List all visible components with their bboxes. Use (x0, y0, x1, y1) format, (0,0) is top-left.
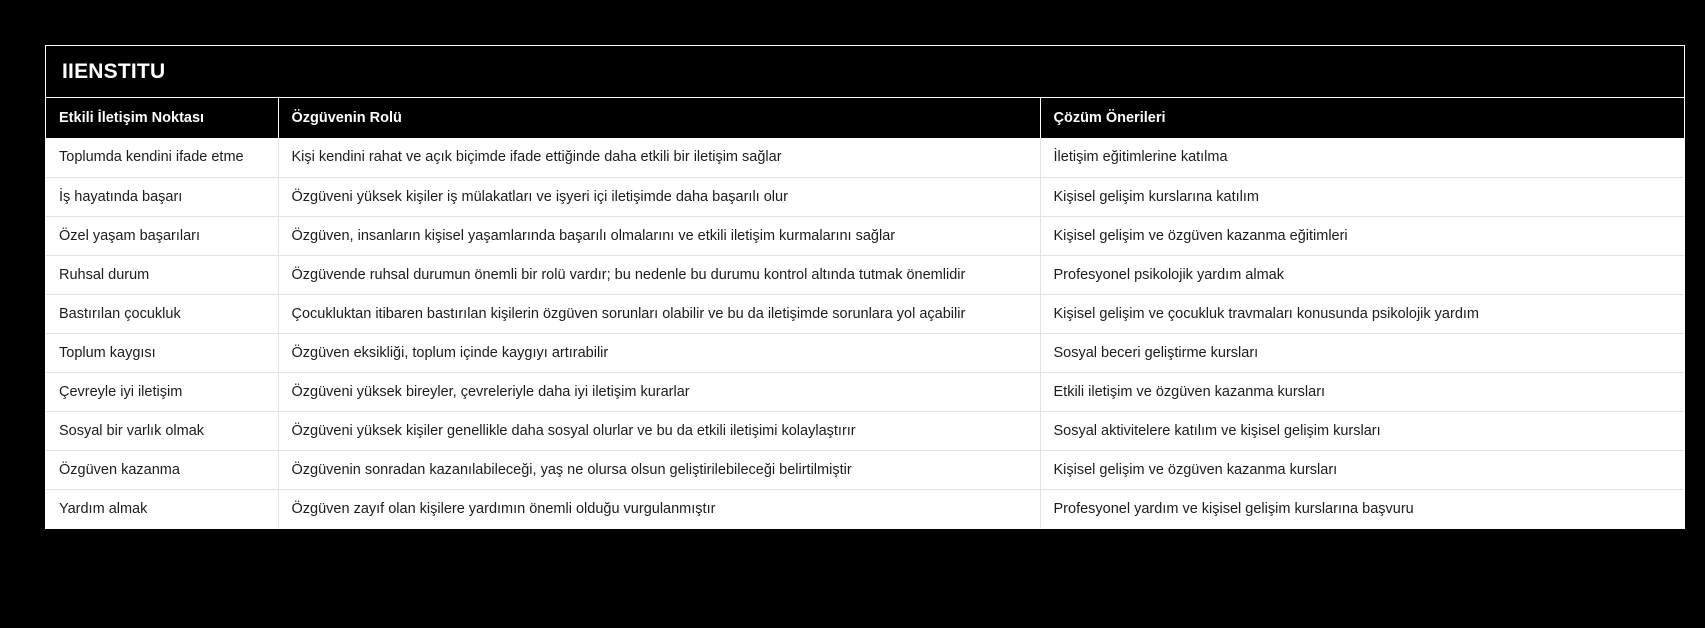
document-title-bar (46, 46, 1684, 98)
table-card (45, 45, 1685, 529)
table-row (46, 411, 1684, 450)
table-cell-solution: Profesyonel yardım ve kişisel gelişim kurslarına başvuru (1053, 500, 1414, 517)
table-cell-point: Sosyal bir varlık olmak (46, 411, 278, 450)
column-header-etkili-iletisim-noktasi: Etkili İletişim Noktası (46, 98, 278, 138)
table-cell-role: Özgüvende ruhsal durumun önemli bir rolü vardır; bu nedenle bu durumu kontrol altında tutmak önemlidir (278, 255, 1040, 294)
table-cell-point: Toplum kaygısı (46, 333, 278, 372)
table-cell-solution: Sosyal aktivitelere katılım ve kişisel gelişim kursları (1040, 411, 1684, 450)
table-header-row (46, 98, 1684, 138)
table-cell-solution: Profesyonel psikolojik yardım almak (1040, 255, 1684, 294)
column-header-cozum-onerileri: Çözüm Önerileri (1040, 98, 1684, 138)
table-cell-solution: Kişisel gelişim ve özgüven kazanma kursları (1040, 450, 1684, 489)
table-row (46, 450, 1684, 489)
table-cell-solution: Kişisel gelişim kurslarına katılım (1040, 177, 1684, 216)
table-row (46, 294, 1684, 333)
table-cell-role: Özgüveni yüksek kişiler iş mülakatları ve işyeri içi iletişimde daha başarılı olur (278, 177, 1040, 216)
page-title: IIENSTITU (62, 59, 166, 83)
table-body (46, 138, 1684, 528)
table-cell-point: Toplumda kendini ifade etme (46, 138, 278, 177)
table-cell-solution: Kişisel gelişim ve özgüven kazanma eğitimleri (1040, 216, 1684, 255)
table-cell-solution: Sosyal beceri geliştirme kursları (1040, 333, 1684, 372)
table-cell-point: Özgüven kazanma (46, 450, 278, 489)
table-row (46, 489, 1684, 528)
table-cell-role: Özgüveni yüksek kişiler genellikle daha sosyal olurlar ve bu da etkili iletişimi kolaylaştırır (278, 411, 1040, 450)
table-row (46, 177, 1684, 216)
table-cell-role: Özgüven, insanların kişisel yaşamlarında başarılı olmalarını ve etkili iletişim kurmalarını sağlar (278, 216, 1040, 255)
table-cell-point: Özel yaşam başarıları (46, 216, 278, 255)
table-cell-role: Kişi kendini rahat ve açık biçimde ifade ettiğinde daha etkili bir iletişim sağlar (278, 138, 1040, 177)
table-header (46, 98, 1684, 138)
table-cell-role: Çocukluktan itibaren bastırılan kişilerin özgüven sorunları olabilir ve bu da iletişimde sorunlara yol açabilir (278, 294, 1040, 333)
table-cell-point: Bastırılan çocukluk (46, 294, 278, 333)
table-cell-point: İş hayatında başarı (46, 177, 278, 216)
table-cell-solution: İletişim eğitimlerine katılma (1040, 138, 1684, 177)
table-row (46, 255, 1684, 294)
table-cell-solution: Kişisel gelişim ve çocukluk travmaları konusunda psikolojik yardım (1040, 294, 1684, 333)
column-header-ozguvenin-rolu: Özgüvenin Rolü (278, 98, 1040, 138)
table-cell-point: Yardım almak (46, 489, 278, 528)
table-cell-role: Özgüven zayıf olan kişilere yardımın önemli olduğu vurgulanmıştır (278, 489, 1040, 528)
comparison-table (46, 98, 1684, 528)
table-cell-point: Çevreyle iyi iletişim (46, 372, 278, 411)
table-cell-role: Özgüvenin sonradan kazanılabileceği, yaş ne olursa olsun geliştirilebileceği belirtilmiştir (278, 450, 1040, 489)
table-cell-point: Ruhsal durum (46, 255, 278, 294)
table-cell-role: Özgüven eksikliği, toplum içinde kaygıyı artırabilir (278, 333, 1040, 372)
table-row (46, 216, 1684, 255)
table-row (46, 138, 1684, 177)
table-row (46, 333, 1684, 372)
table-row (46, 372, 1684, 411)
table-cell-solution: Etkili iletişim ve özgüven kazanma kursları (1040, 372, 1684, 411)
table-cell-role: Özgüveni yüksek bireyler, çevreleriyle daha iyi iletişim kurarlar (278, 372, 1040, 411)
